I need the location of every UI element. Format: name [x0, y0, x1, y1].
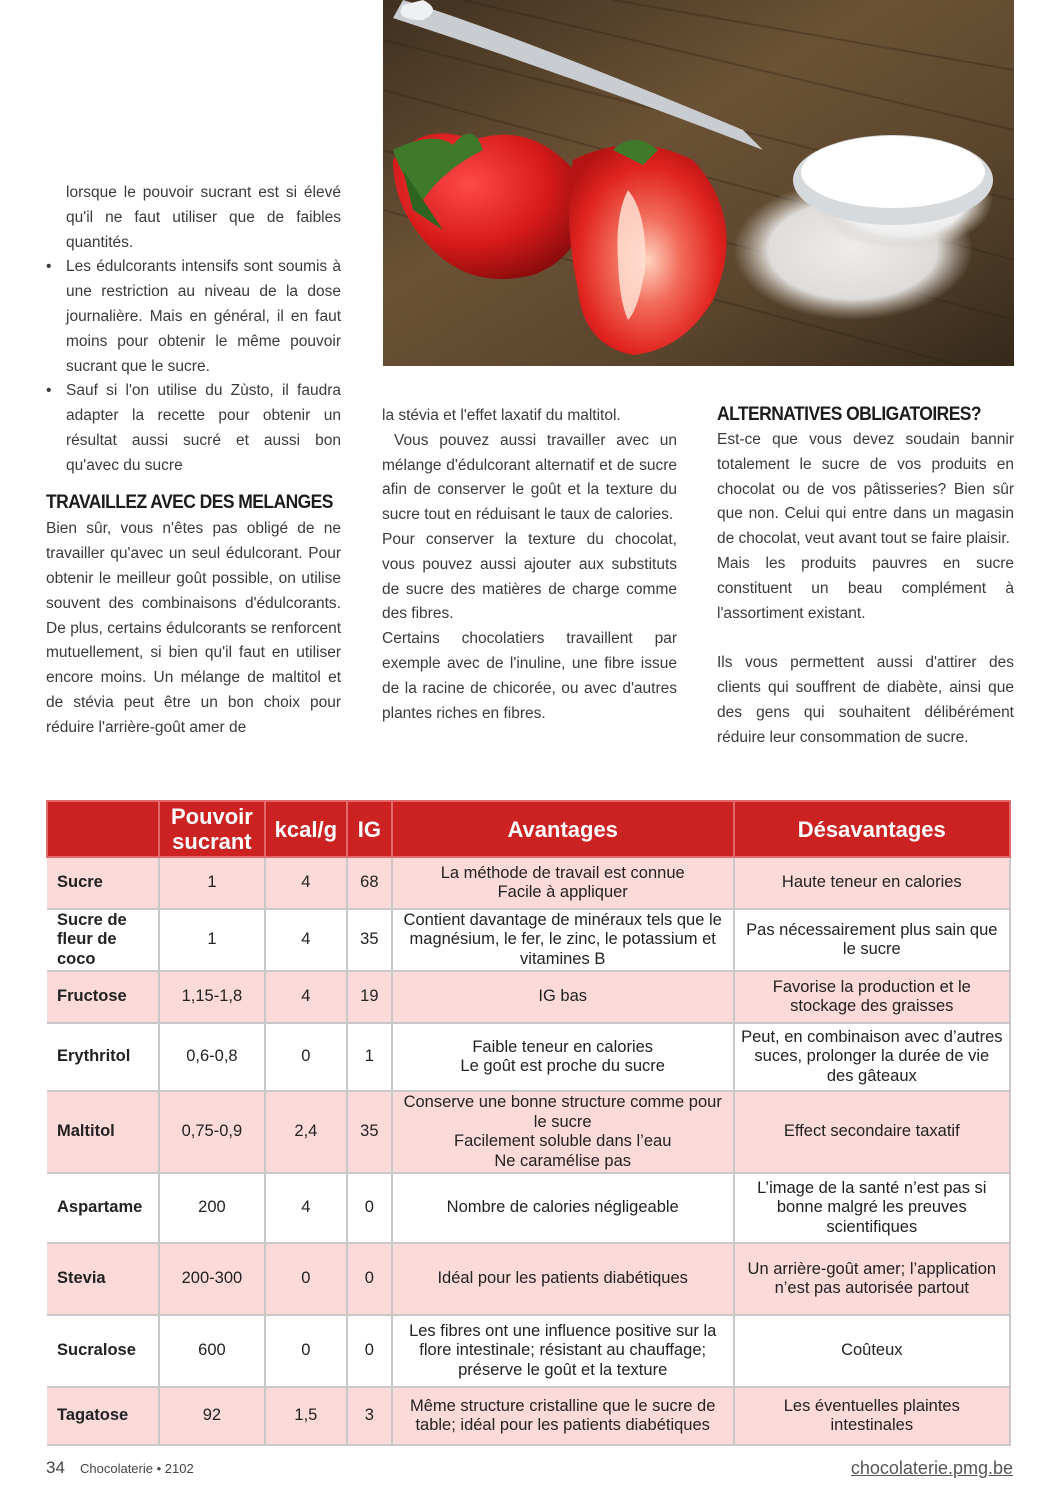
page-number: 34 [46, 1458, 65, 1477]
cell-kcal: 4 [265, 857, 347, 909]
bullet-text: Les édulcorants intensifs sont soumis à une restriction au niveau de la dose journalière. Mais en général, il en faut moins pour obtenir le même pouvoir sucrant que le sucre. [66, 258, 341, 375]
cell-pouvoir: 200 [159, 1173, 265, 1243]
paragraph: la stévia et l'effet laxatif du maltitol. [382, 407, 621, 424]
section-heading-alternatives: ALTERNATIVES OBLIGATOIRES? [717, 404, 982, 425]
paragraph: Pour conserver la texture du chocolat, vous pouvez aussi ajouter aux substituts de sucre des matières de charge comme des fibres. [382, 530, 677, 623]
text-column-2 [382, 404, 677, 726]
paragraph: Bien sûr, vous n'êtes pas obligé de ne travailler qu'avec un seul édulcorant. Pour obtenir le meilleur goût possible, on utilise souvent des combinaisons d'édulcorants. De plus, certains édulcorants se renforcent mutuellement, si bien qu'il faut en utiliser encore moins. Un mélange de maltitol et de stévia peut être un bon choix pour réduire l'arrière-goût amer de [46, 520, 341, 736]
table-row [47, 1091, 1010, 1173]
cell-avantages: IG bas [392, 971, 734, 1023]
cell-name: Tagatose [47, 1387, 159, 1445]
cell-name: Maltitol [47, 1091, 159, 1173]
cell-ig: 35 [347, 909, 392, 971]
cell-desavantages: Haute teneur en calories [734, 857, 1010, 909]
text-column-1 [46, 181, 341, 741]
cell-pouvoir: 600 [159, 1315, 265, 1387]
cell-ig: 1 [347, 1023, 392, 1091]
cell-ig: 0 [347, 1315, 392, 1387]
bullet-icon: • [46, 258, 52, 276]
sweetener-comparison-table [46, 800, 1011, 1446]
cell-desavantages: Peut, en combinaison avec d’autres suces, prolonger la durée de vie des gâteaux [734, 1023, 1010, 1091]
table-header-pouvoir: Pouvoir sucrant [159, 801, 265, 857]
cell-name: Aspartame [47, 1173, 159, 1243]
magazine-issue: Chocolaterie • 2102 [80, 1461, 194, 1476]
cell-kcal: 0 [265, 1023, 347, 1091]
cell-avantages: Contient davantage de minéraux tels que le magnésium, le fer, le zinc, le potassium et vitamines B [392, 909, 734, 971]
cell-avantages: Faible teneur en calories Le goût est proche du sucre [392, 1023, 734, 1091]
paragraph: Mais les produits pauvres en sucre constituent un beau complément à l'assortiment existant. [717, 554, 1014, 622]
table-header-avantages: Avantages [392, 801, 734, 857]
cell-ig: 0 [347, 1243, 392, 1315]
strawberry-sugar-photo [383, 0, 1014, 366]
table-header-desavantages: Désavantages [734, 801, 1010, 857]
cell-name: Sucre de fleur de coco [47, 909, 159, 971]
paragraph: Ils vous permettent aussi d'attirer des clients qui souffrent de diabète, ainsi que des gens qui souhaitent délibérément réduire leur consommation de sucre. [717, 654, 1014, 746]
cell-pouvoir: 92 [159, 1387, 265, 1445]
table-row [47, 1315, 1010, 1387]
bullet-continuation: lorsque le pouvoir sucrant est si élevé qu'il ne faut utiliser que de faibles quantités. [66, 184, 341, 251]
cell-name: Sucralose [47, 1315, 159, 1387]
cell-ig: 0 [347, 1173, 392, 1243]
cell-pouvoir: 1 [159, 909, 265, 971]
table-header-row [47, 801, 1010, 857]
cell-avantages: Même structure cristalline que le sucre de table; idéal pour les patients diabétiques [392, 1387, 734, 1445]
cell-desavantages: Effect secondaire taxatif [734, 1091, 1010, 1173]
website-link[interactable]: chocolaterie.pmg.be [850, 1458, 1013, 1478]
cell-kcal: 0 [265, 1315, 347, 1387]
text-column-3 [717, 404, 1014, 750]
paragraph: Est-ce que vous devez soudain bannir totalement le sucre de vos produits en chocolat ou de vos pâtisseries? Bien sûr que non. Celui qui entre dans un magasin de chocolat, veut avant tout se faire plaisir. [717, 431, 1014, 548]
cell-pouvoir: 1,15-1,8 [159, 971, 265, 1023]
cell-kcal: 1,5 [265, 1387, 347, 1445]
cell-desavantages: Les éventuelles plaintes intestinales [734, 1387, 1010, 1445]
cell-desavantages: Pas nécessairement plus sain que le sucre [734, 909, 1010, 971]
bullet-text: Sauf si l'on utilise du Zùsto, il faudra adapter la recette pour obtenir un résultat aussi sucré et aussi bon qu'avec du sucre [66, 382, 341, 474]
table-header-empty [47, 801, 159, 857]
cell-pouvoir: 200-300 [159, 1243, 265, 1315]
bullet-icon: • [46, 382, 52, 400]
cell-kcal: 2,4 [265, 1091, 347, 1173]
bullet-item [46, 379, 341, 478]
cell-kcal: 4 [265, 909, 347, 971]
cell-ig: 3 [347, 1387, 392, 1445]
cell-desavantages: Coûteux [734, 1315, 1010, 1387]
table-row [47, 971, 1010, 1023]
cell-desavantages: L’image de la santé n’est pas si bonne malgré les preuves scientifiques [734, 1173, 1010, 1243]
table-row [47, 909, 1010, 971]
cell-name: Erythritol [47, 1023, 159, 1091]
cell-ig: 35 [347, 1091, 392, 1173]
paragraph: Certains chocolatiers travaillent par exemple avec de l'inuline, une fibre issue de la racine de chicorée, ou avec d'autres plantes riches en fibres. [382, 630, 677, 722]
cell-kcal: 4 [265, 1173, 347, 1243]
cell-avantages: Nombre de calories négligeable [392, 1173, 734, 1243]
cell-desavantages: Favorise la production et le stockage des graisses [734, 971, 1010, 1023]
cell-desavantages: Un arrière-goût amer; l’application n’est pas autorisée partout [734, 1243, 1010, 1315]
cell-kcal: 4 [265, 971, 347, 1023]
cell-ig: 19 [347, 971, 392, 1023]
cell-pouvoir: 0,6-0,8 [159, 1023, 265, 1091]
cell-avantages: Idéal pour les patients diabétiques [392, 1243, 734, 1315]
table-row [47, 1173, 1010, 1243]
cell-ig: 68 [347, 857, 392, 909]
cell-name: Fructose [47, 971, 159, 1023]
table-header-ig: IG [347, 801, 392, 857]
paragraph: Vous pouvez aussi travailler avec un mélange d'édulcorant alternatif et de sucre afin de conserver le goût et la texture du sucre tout en réduisant le taux de calories. [382, 431, 677, 524]
cell-pouvoir: 0,75-0,9 [159, 1091, 265, 1173]
cell-avantages: La méthode de travail est connue Facile à appliquer [392, 857, 734, 909]
cell-name: Stevia [47, 1243, 159, 1315]
cell-avantages: Les fibres ont une influence positive sur la flore intestinale; résistant au chauffage; préserve le goût et la texture [392, 1315, 734, 1387]
table-row [47, 857, 1010, 909]
section-heading-melanges: TRAVAILLEZ AVEC DES MELANGES [46, 491, 333, 513]
cell-name: Sucre [47, 857, 159, 909]
table-row [47, 1243, 1010, 1315]
table-header-kcal: kcal/g [265, 801, 347, 857]
table-row [47, 1023, 1010, 1091]
cell-pouvoir: 1 [159, 857, 265, 909]
cell-kcal: 0 [265, 1243, 347, 1315]
table-row [47, 1387, 1010, 1445]
bullet-item [46, 255, 341, 379]
cell-avantages: Conserve une bonne structure comme pour le sucre Facilement soluble dans l’eau Ne caramélise pas [392, 1091, 734, 1173]
